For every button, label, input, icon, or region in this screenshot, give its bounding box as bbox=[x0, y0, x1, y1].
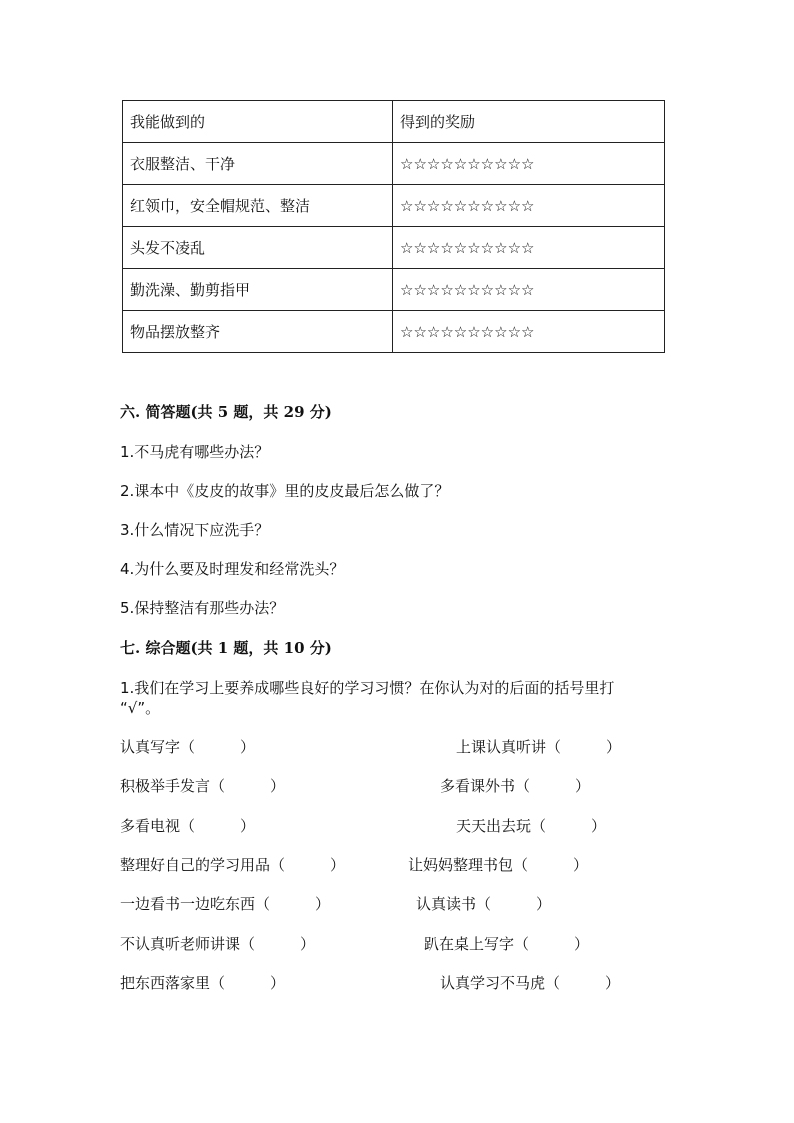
option-right: 认真学习不马虎（ ） bbox=[440, 974, 621, 992]
table-row bbox=[123, 227, 665, 269]
question-2: 2.课本中《皮皮的故事》里的皮皮最后怎么做了？ bbox=[120, 482, 450, 500]
option-left: 整理好自己的学习用品（ ） bbox=[120, 856, 346, 874]
option-right: 上课认真听讲（ ） bbox=[456, 738, 622, 756]
option-left: 多看电视（ ） bbox=[120, 817, 256, 835]
table-row bbox=[123, 311, 665, 353]
row-item: 勤洗澡、勤剪指甲 bbox=[123, 269, 393, 311]
row-reward-stars: ☆☆☆☆☆☆☆☆☆☆ bbox=[393, 143, 665, 185]
option-right: 多看课外书（ ） bbox=[440, 777, 591, 795]
option-right: 让妈妈整理书包（ ） bbox=[408, 856, 589, 874]
row-item: 衣服整洁、干净 bbox=[123, 143, 393, 185]
question-4: 4.为什么要及时理发和经常洗头？ bbox=[120, 560, 345, 578]
row-item: 物品摆放整齐 bbox=[123, 311, 393, 353]
header-cell-can-do: 我能做到的 bbox=[123, 101, 393, 143]
comprehensive-question-line1: 1.我们在学习上要养成哪些良好的学习习惯？在你认为对的后面的括号里打 bbox=[120, 679, 615, 697]
header-cell-reward: 得到的奖励 bbox=[393, 101, 665, 143]
table-row bbox=[123, 269, 665, 311]
option-left: 一边看书一边吃东西（ ） bbox=[120, 895, 331, 913]
option-right: 天天出去玩（ ） bbox=[456, 817, 607, 835]
row-item: 头发不凌乱 bbox=[123, 227, 393, 269]
row-reward-stars: ☆☆☆☆☆☆☆☆☆☆ bbox=[393, 311, 665, 353]
question-5: 5.保持整洁有那些办法？ bbox=[120, 599, 285, 617]
reward-table-header bbox=[123, 101, 665, 143]
row-reward-stars: ☆☆☆☆☆☆☆☆☆☆ bbox=[393, 269, 665, 311]
question-1: 1.不马虎有哪些办法？ bbox=[120, 443, 270, 461]
table-row bbox=[123, 143, 665, 185]
comprehensive-question-line2: “√”。 bbox=[120, 699, 161, 717]
row-reward-stars: ☆☆☆☆☆☆☆☆☆☆ bbox=[393, 185, 665, 227]
section7-title: 七. 综合题(共 1 题，共 10 分) bbox=[120, 639, 332, 657]
section6-title: 六. 简答题(共 5 题，共 29 分) bbox=[120, 403, 332, 421]
option-left: 把东西落家里（ ） bbox=[120, 974, 286, 992]
row-item: 红领巾，安全帽规范、整洁 bbox=[123, 185, 393, 227]
option-right: 趴在桌上写字（ ） bbox=[424, 935, 590, 953]
option-right: 认真读书（ ） bbox=[416, 895, 552, 913]
question-3: 3.什么情况下应洗手？ bbox=[120, 521, 270, 539]
row-reward-stars: ☆☆☆☆☆☆☆☆☆☆ bbox=[393, 227, 665, 269]
option-left: 积极举手发言（ ） bbox=[120, 777, 286, 795]
reward-table bbox=[122, 100, 665, 353]
table-row bbox=[123, 185, 665, 227]
option-left: 认真写字（ ） bbox=[120, 738, 256, 756]
option-left: 不认真听老师讲课（ ） bbox=[120, 935, 316, 953]
